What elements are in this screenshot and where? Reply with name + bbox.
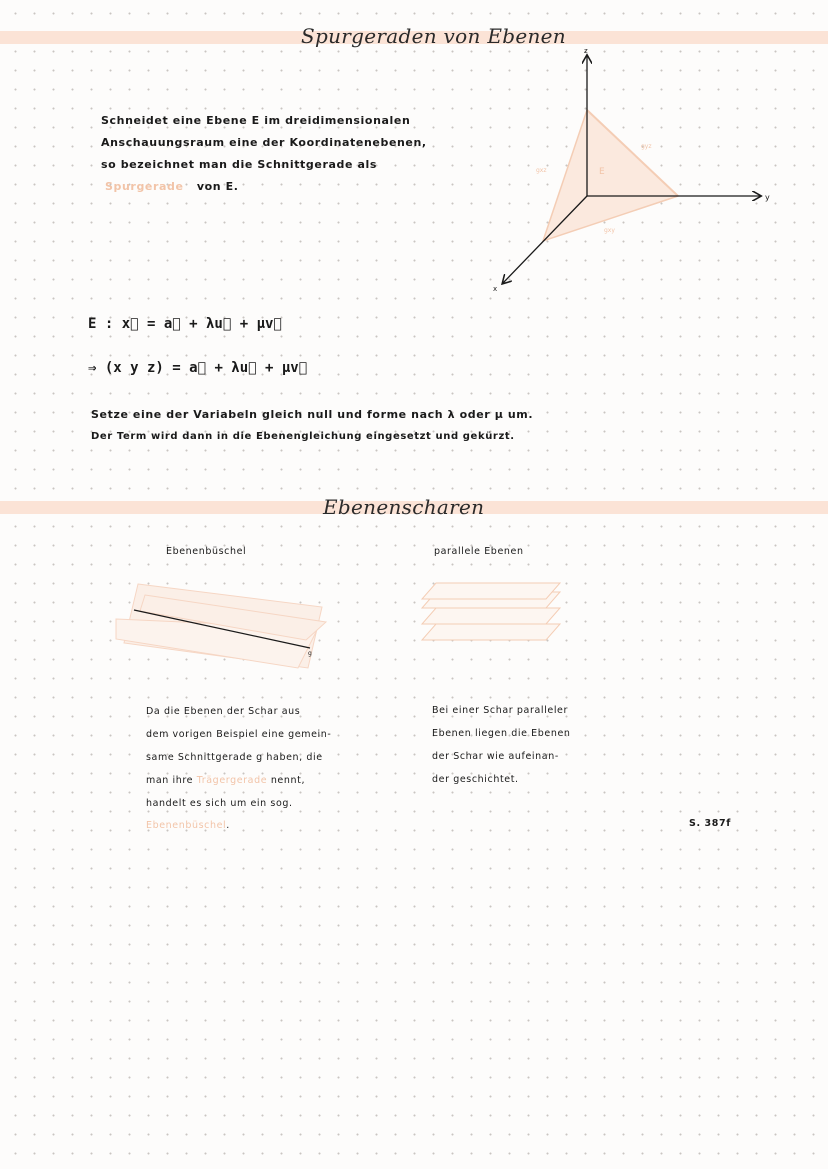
buschel-text-4a: man ihre: [146, 775, 194, 786]
carrier-line-label: g: [308, 650, 312, 657]
definition-line-1: Schneidet eine Ebene E im dreidimensionalen: [101, 114, 411, 127]
definition-line-2: Anschauungsraum eine der Koordinatenebenen,: [101, 136, 427, 149]
trace-label-xy: gxy: [604, 227, 615, 234]
term-tragergerade: Trägergerade: [196, 775, 268, 786]
trace-label-xz: gxz: [536, 167, 547, 174]
formula-lhs: ⇒ (x y z): [88, 360, 164, 376]
term-ebenenbuschel: Ebenenbüschel: [146, 820, 227, 831]
axis-label-y: y: [765, 193, 770, 202]
parallel-plane-1: [422, 583, 560, 599]
parallel-text-line-1: Bei einer Schar paralleler: [432, 705, 569, 716]
buschel-text-line-3: same Schnittgerade g haben, die: [146, 752, 323, 763]
heading-parallele-ebenen: parallele Ebenen: [434, 546, 524, 557]
plane-label-e: E: [599, 167, 605, 177]
parallel-text-line-4: der geschichtet.: [432, 774, 519, 785]
parallel-text-line-2: Ebenen liegen die Ebenen: [432, 728, 571, 739]
buschel-text-4b: nennt,: [270, 775, 306, 786]
buschel-text-line-2: dem vorigen Beispiel eine gemein-: [146, 729, 332, 740]
buschel-text-line-1: Da die Ebenen der Schar aus: [146, 706, 301, 717]
formula-plane-equation: E : x⃗ = a⃗ + λu⃗ + μv⃗: [88, 316, 282, 332]
term-spurgerade: Spurgerade: [105, 180, 184, 193]
method-line-1: Setze eine der Variabeln gleich null und forme nach λ oder μ um.: [91, 408, 534, 421]
parallel-plane-3: [422, 608, 560, 624]
trace-label-yz: gyz: [641, 143, 652, 150]
axis-label-x: x: [493, 285, 498, 293]
definition-tail: von E.: [196, 180, 239, 193]
buschel-text-line-5: handelt es sich um ein sog.: [146, 798, 293, 809]
section-title-ebenenscharen: Ebenenscharen: [323, 495, 485, 519]
axis-label-z: z: [584, 47, 588, 55]
buschel-text-6-end: .: [226, 820, 230, 831]
method-line-2: Der Term wird dann in die Ebenengleichung eingesetzt und gekürzt.: [91, 431, 515, 442]
parallel-plane-4: [422, 624, 560, 640]
definition-line-3: so bezeichnet man die Schnittgerade als: [101, 158, 377, 171]
formula-rhs: = a⃗ + λu⃗ + μv⃗: [172, 360, 308, 376]
page-reference: S. 387f: [689, 818, 731, 829]
heading-ebenenbuschel: Ebenenbüschel: [166, 546, 247, 557]
section-title-spurgeraden: Spurgeraden von Ebenen: [301, 24, 566, 48]
parallel-text-line-3: der Schar wie aufeinan-: [432, 751, 559, 762]
